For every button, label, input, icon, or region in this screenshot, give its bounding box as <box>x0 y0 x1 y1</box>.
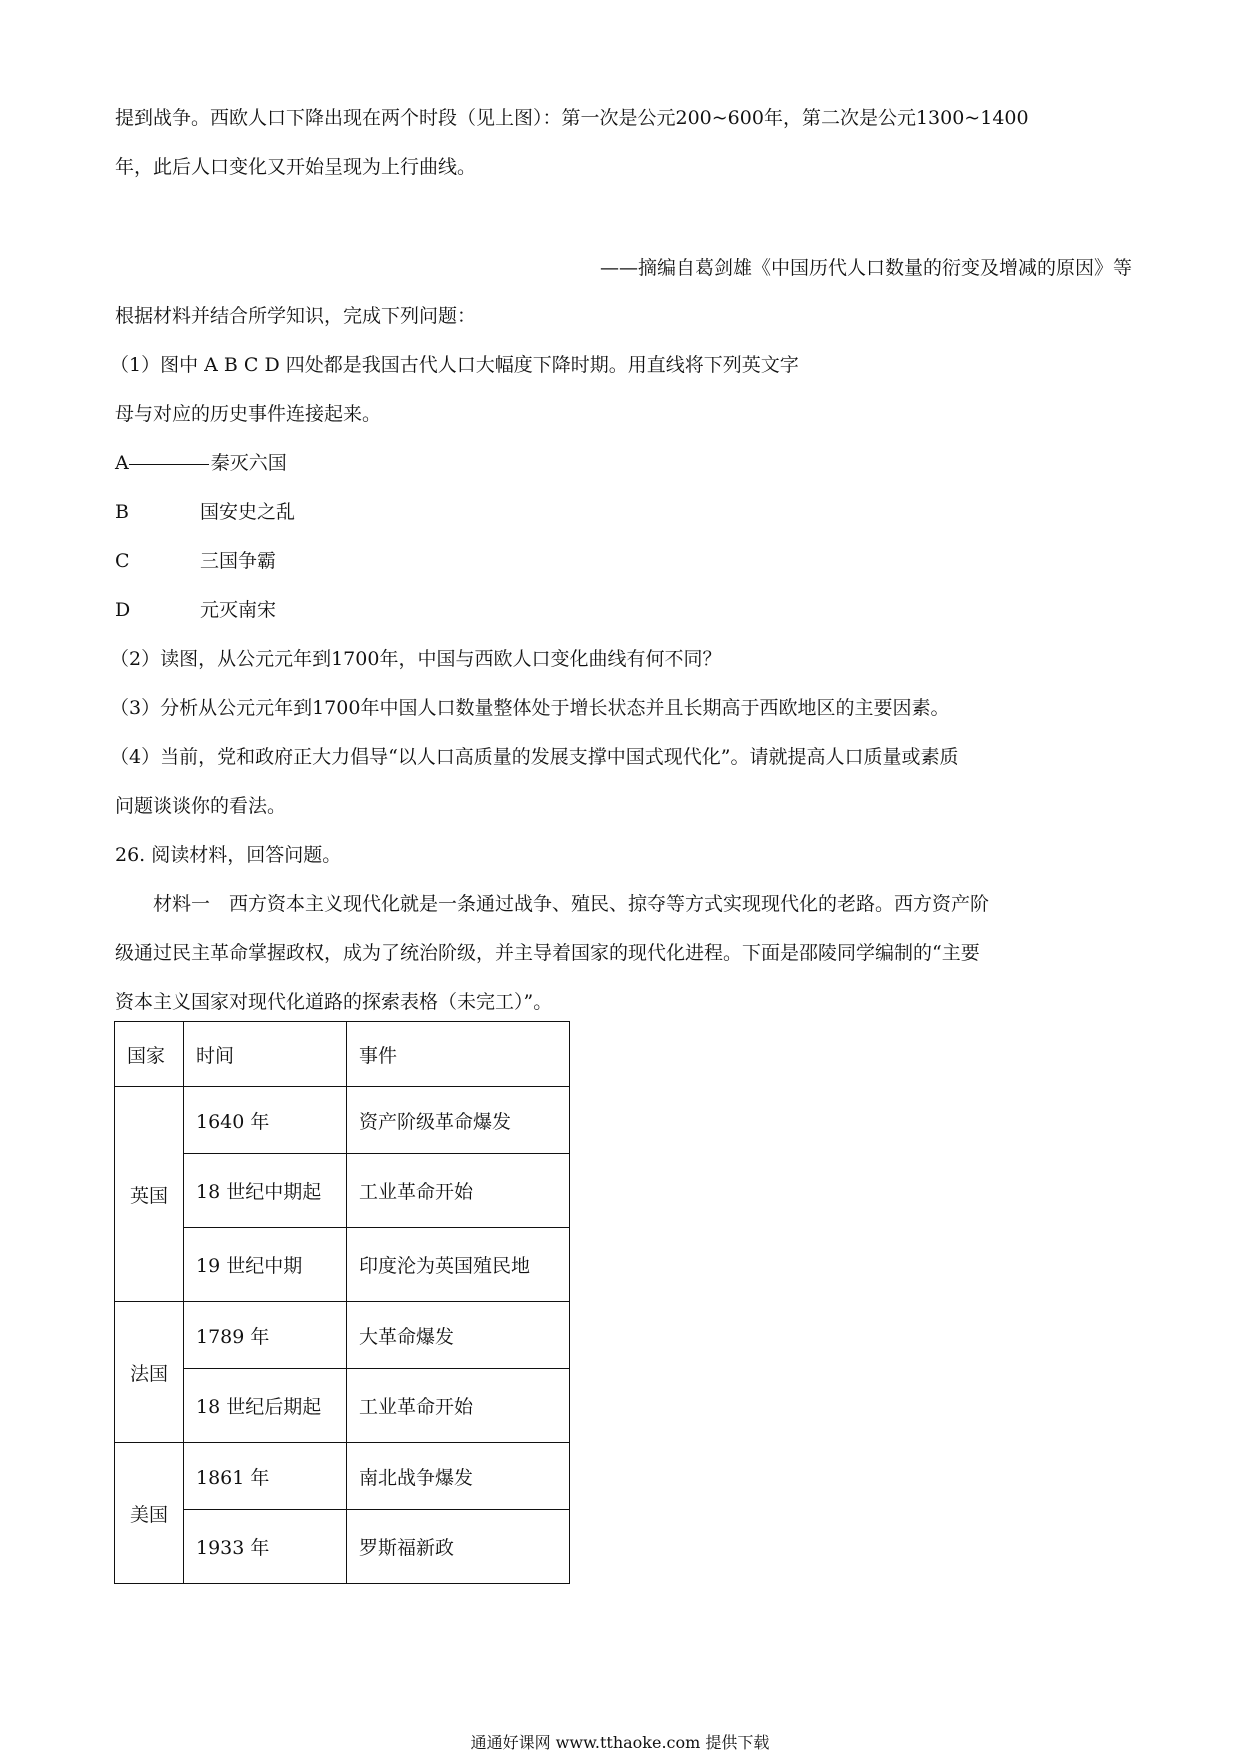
time-cell: 1640 年 <box>184 1087 347 1154</box>
page-footer: 通通好课网 www.tthaoke.com 提供下载 <box>470 1733 770 1752</box>
question-2: （2）读图，从公元元年到1700年，中国与西欧人口变化曲线有何不同？ <box>110 648 722 670</box>
matching-item-c <box>115 547 277 575</box>
event-cell: 工业革命开始 <box>347 1369 570 1443</box>
time-cell: 18 世纪中期起 <box>184 1154 347 1228</box>
table-row <box>115 1510 570 1584</box>
event-cell: 南北战争爆发 <box>347 1443 570 1510</box>
matching-letter: A <box>115 452 129 474</box>
matching-item-d <box>115 596 277 624</box>
country-cell: 英国 <box>115 1087 184 1302</box>
country-cell: 法国 <box>115 1302 184 1443</box>
table-row <box>115 1369 570 1443</box>
event-cell: 罗斯福新政 <box>347 1510 570 1584</box>
matching-event: 国安史之乱 <box>200 501 296 523</box>
table-row <box>115 1302 570 1369</box>
table-row <box>115 1228 570 1302</box>
table-header-row <box>115 1022 570 1087</box>
material-line: 资本主义国家对现代化道路的探索表格（未完工）”。 <box>115 991 553 1013</box>
matching-event: 秦灭六国 <box>210 452 287 474</box>
matching-letter: B <box>115 501 129 523</box>
event-cell: 印度沦为英国殖民地 <box>347 1228 570 1302</box>
event-cell: 大革命爆发 <box>347 1302 570 1369</box>
time-cell: 1789 年 <box>184 1302 347 1369</box>
question-line: 母与对应的历史事件连接起来。 <box>115 403 382 425</box>
matching-letter: C <box>115 550 130 572</box>
matching-letter: D <box>115 599 131 621</box>
matching-item-a <box>115 449 287 477</box>
matching-item-b <box>115 498 296 526</box>
question-line: （4）当前，党和政府正大力倡导“以人口高质量的发展支撑中国式现代化”。请就提高人口质量或素质 <box>110 746 959 768</box>
material-line: 级通过民主革命掌握政权，成为了统治阶级，并主导着国家的现代化进程。下面是邵陵同学编制的“主要 <box>115 942 980 964</box>
table-row <box>115 1443 570 1510</box>
matching-event: 元灭南宋 <box>200 599 277 621</box>
event-cell: 工业革命开始 <box>347 1154 570 1228</box>
question-3: （3）分析从公元元年到1700年中国人口数量整体处于增长状态并且长期高于西欧地区的主要因素。 <box>110 697 950 719</box>
table-row <box>115 1087 570 1154</box>
time-cell: 18 世纪后期起 <box>184 1369 347 1443</box>
question-line: 问题谈谈你的看法。 <box>115 795 287 817</box>
matching-event: 三国争霸 <box>200 550 277 572</box>
source-citation: ——摘编自葛剑雄《中国历代人口数量的衍变及增减的原因》等 <box>599 257 1132 279</box>
time-cell: 1933 年 <box>184 1510 347 1584</box>
connecting-line <box>129 464 209 465</box>
paragraph-line: 年，此后人口变化又开始呈现为上行曲线。 <box>115 156 477 178</box>
modernization-table <box>114 1021 570 1584</box>
header-country: 国家 <box>115 1022 184 1087</box>
header-time: 时间 <box>184 1022 347 1087</box>
event-cell: 资产阶级革命爆发 <box>347 1087 570 1154</box>
paragraph-line: 提到战争。西欧人口下降出现在两个时段（见上图）：第一次是公元200~600年，第二次是公元1300~1400 <box>115 107 1029 129</box>
time-cell: 19 世纪中期 <box>184 1228 347 1302</box>
country-cell: 美国 <box>115 1443 184 1584</box>
instruction-text: 根据材料并结合所学知识，完成下列问题： <box>115 305 477 327</box>
question-line: （1）图中 A B C D 四处都是我国古代人口大幅度下降时期。用直线将下列英文字 <box>110 354 799 376</box>
table-row <box>115 1154 570 1228</box>
header-event: 事件 <box>347 1022 570 1087</box>
material-line: 材料一 西方资本主义现代化就是一条通过战争、殖民、掠夺等方式实现现代化的老路。西方资产阶 <box>153 893 990 915</box>
time-cell: 1861 年 <box>184 1443 347 1510</box>
question-26-title: 26. 阅读材料，回答问题。 <box>115 844 342 866</box>
